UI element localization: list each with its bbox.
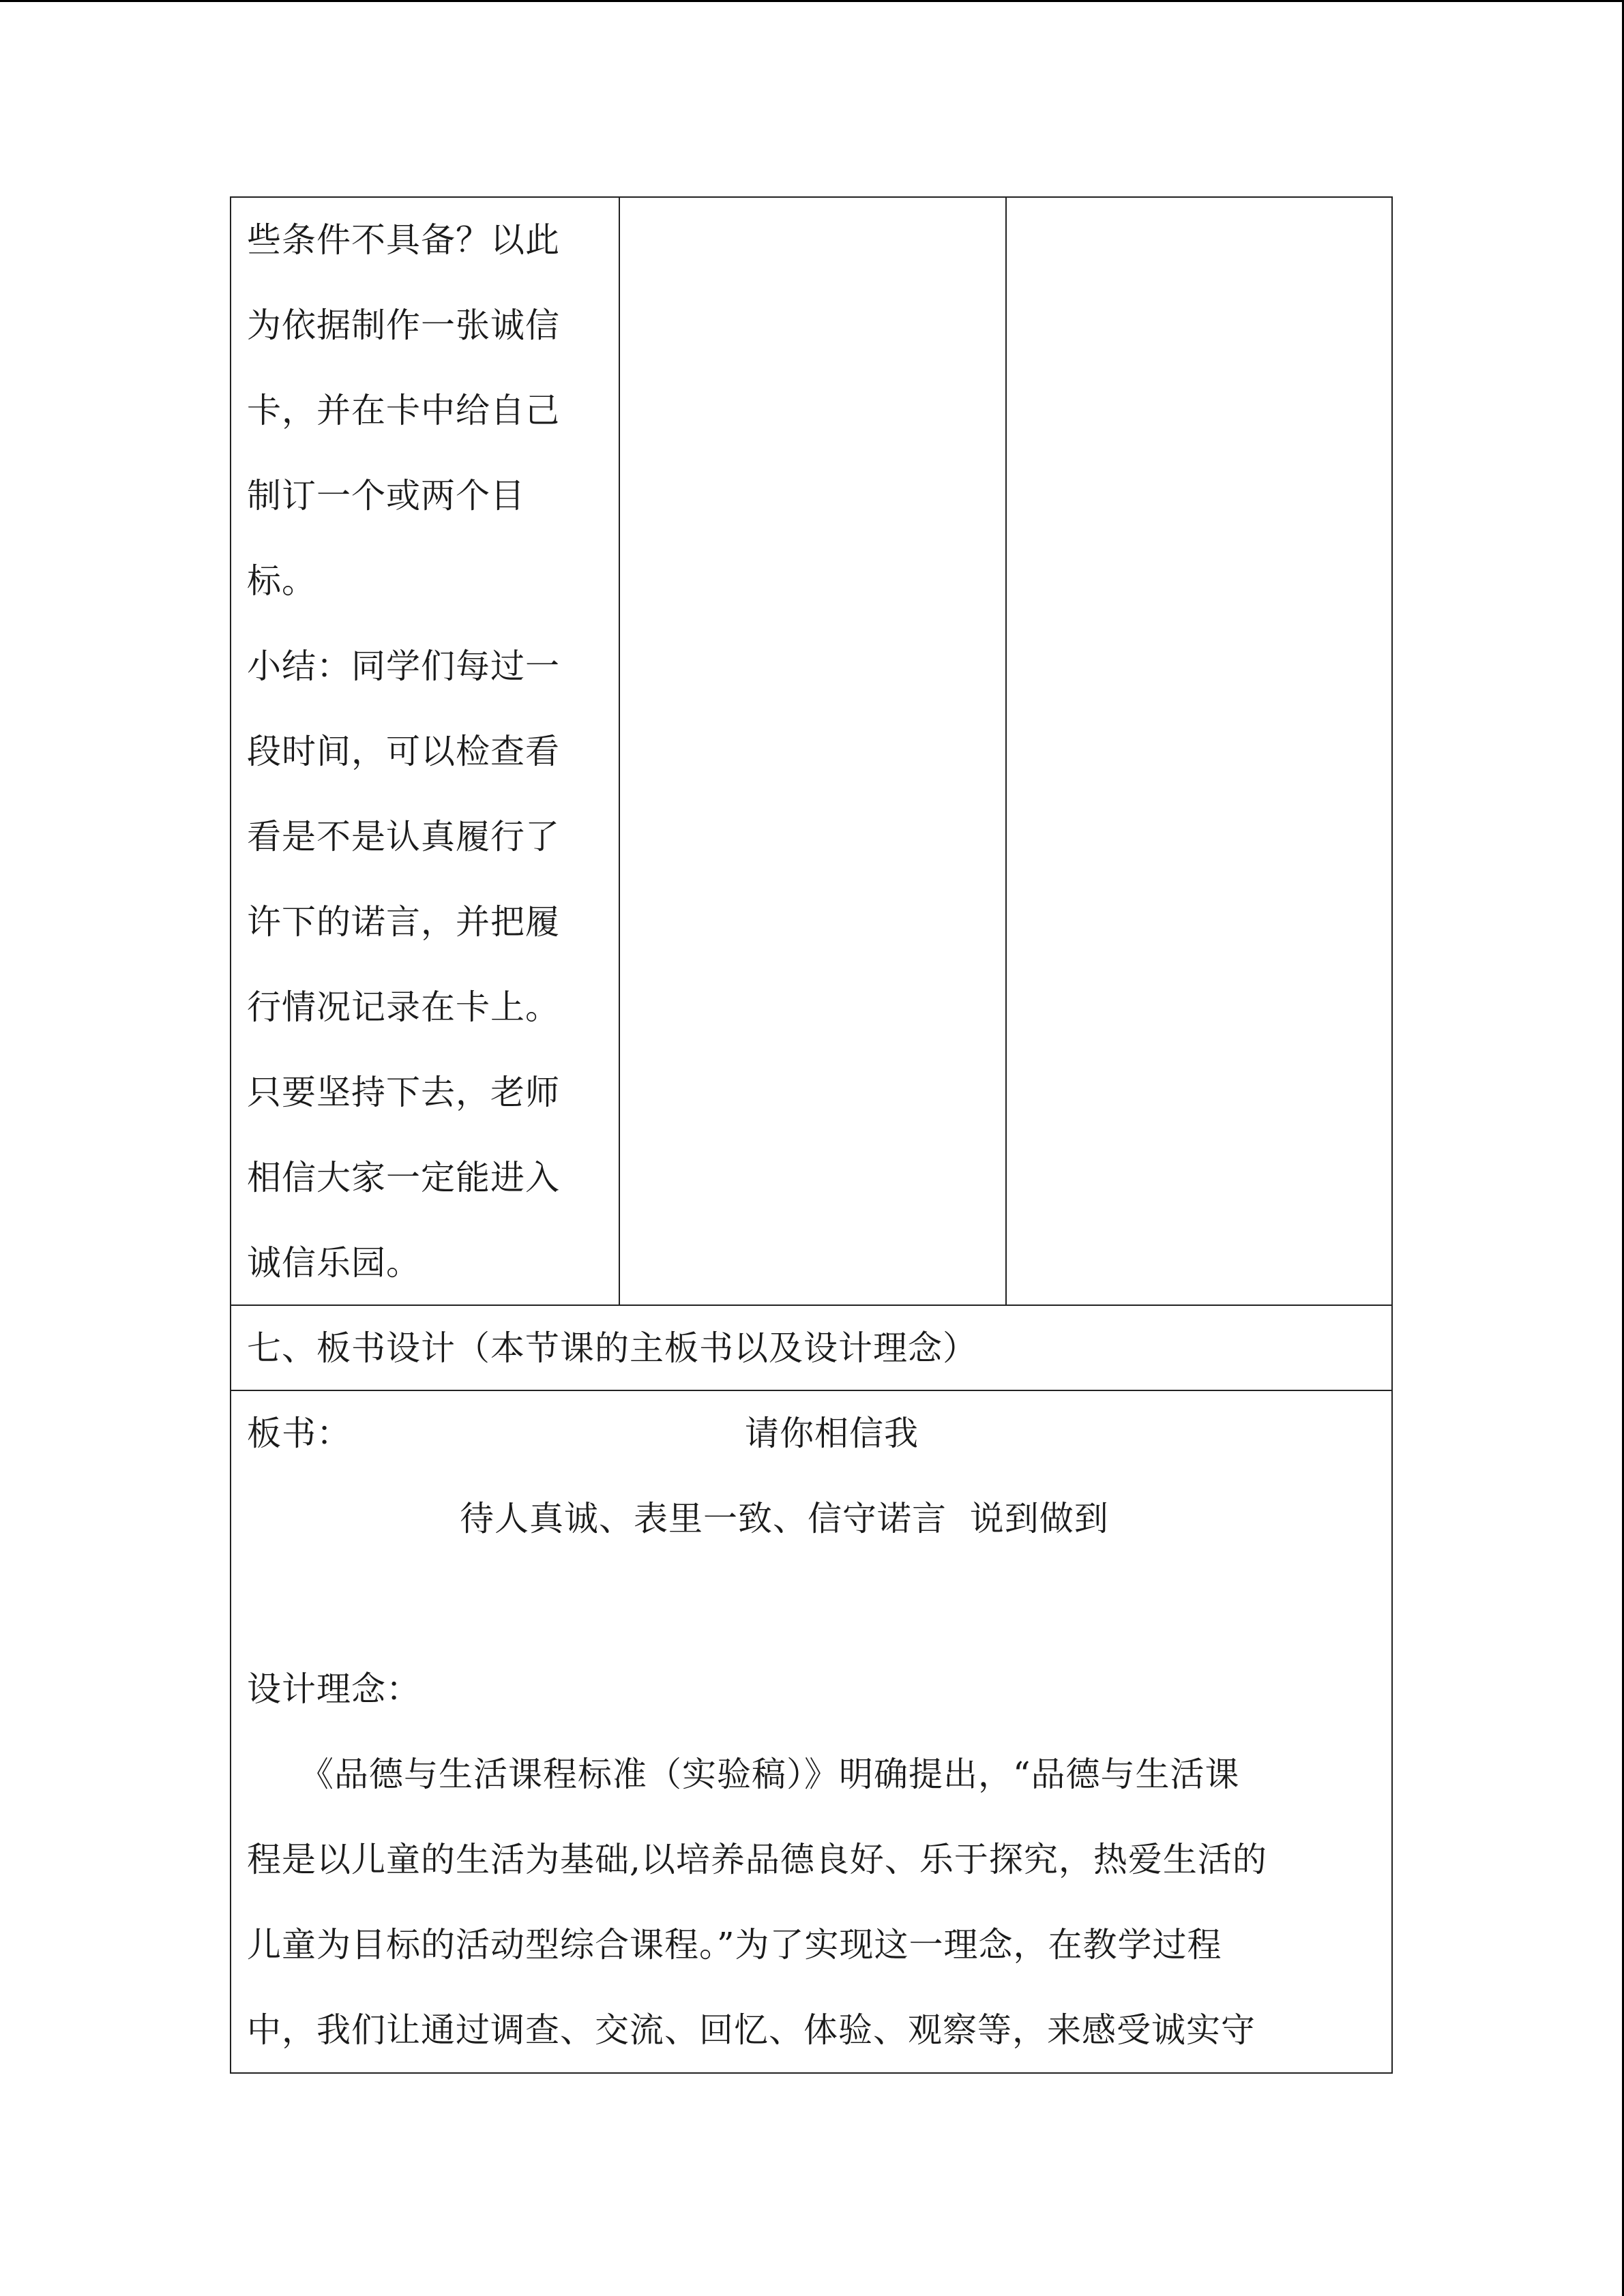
summary-line: 相信大家一定能进入 xyxy=(247,1158,560,1197)
concept-line: 《品德与生活课程标准（实验稿）》明确提出，“品德与生活课 xyxy=(247,1755,1240,1794)
board-title: 请你相信我 xyxy=(745,1414,919,1453)
concept-line: 程是以儿童的生活为基础,以培养品德良好、乐于探究，热爱生活的 xyxy=(247,1840,1267,1879)
section-seven-title: 七、板书设计（本节课的主板书以及设计理念） xyxy=(247,1328,977,1368)
board-label: 板书： xyxy=(247,1414,351,1453)
activity-line: 标。 xyxy=(247,561,316,601)
activity-line: 些条件不具备？以此 xyxy=(247,220,560,260)
activity-cell xyxy=(247,198,560,1306)
activity-line: 为依据制作一张诚信 xyxy=(247,305,560,345)
activity-line: 制订一个或两个目 xyxy=(247,476,525,516)
column-divider-1 xyxy=(619,198,620,1304)
summary-line: 段时间，可以检查看 xyxy=(247,732,560,771)
summary-line: 许下的诺言，并把履 xyxy=(247,902,560,942)
concept-line: 中，我们让通过调查、交流、回忆、体验、观察等，来感受诚实守 xyxy=(247,2010,1256,2050)
column-divider-2 xyxy=(1005,198,1007,1304)
concept-line: 儿童为目标的活动型综合课程。”为了实现这一理念，在教学过程 xyxy=(247,1925,1222,1965)
summary-line: 小结：同学们每过一 xyxy=(247,646,560,686)
lesson-plan-table xyxy=(230,196,1393,2074)
summary-line: 诚信乐园。 xyxy=(247,1243,421,1283)
design-concept-paragraph xyxy=(247,1732,1267,2073)
design-concept-label: 设计理念： xyxy=(247,1669,421,1709)
summary-line: 只要坚持下去，老师 xyxy=(247,1073,560,1112)
page-top-border xyxy=(0,0,1624,2)
activity-line: 卡，并在卡中给自己 xyxy=(247,391,560,430)
summary-line: 行情况记录在卡上。 xyxy=(247,987,560,1027)
board-content: 待人真诚、表里一致、信守诺言 说到做到 xyxy=(460,1499,1109,1538)
summary-line: 看是不是认真履行了 xyxy=(247,817,560,856)
